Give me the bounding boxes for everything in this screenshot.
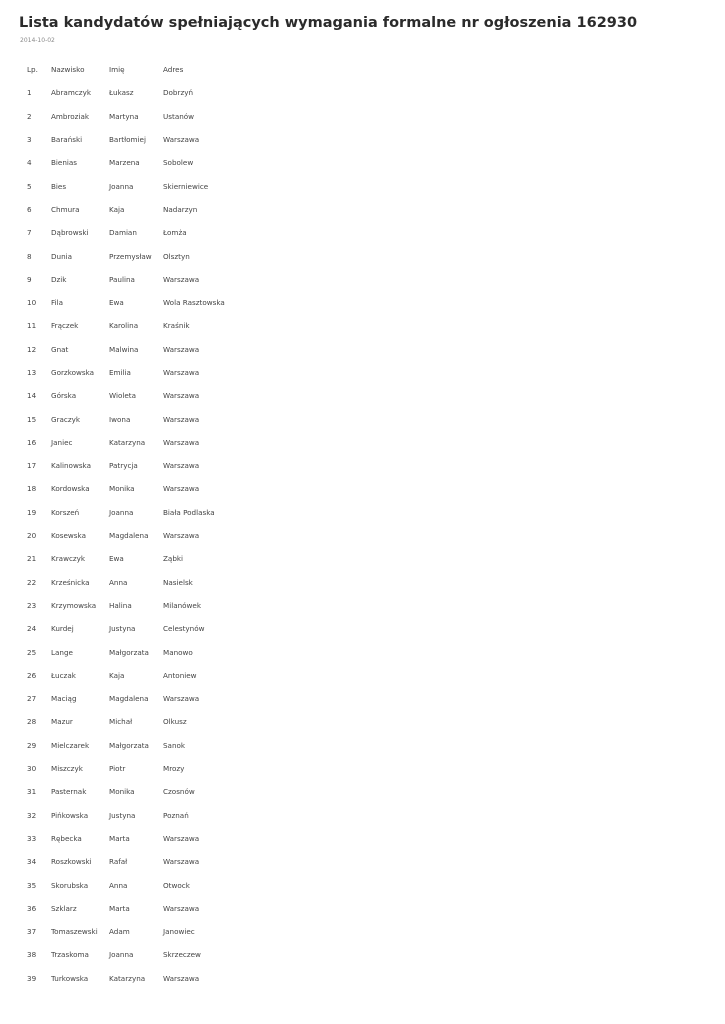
- cell-lp: 2: [27, 111, 32, 121]
- table-row: [20, 81, 263, 104]
- cell-imie: Marta: [109, 903, 130, 913]
- cell-lp: 8: [27, 251, 32, 261]
- cell-lp: 1: [27, 88, 32, 98]
- table-row: [20, 524, 263, 547]
- cell-lp: 35: [27, 880, 37, 890]
- cell-lp: 9: [27, 274, 32, 284]
- cell-nazwisko: Łuczak: [51, 670, 76, 680]
- cell-lp: 26: [27, 670, 37, 680]
- cell-lp: 33: [27, 833, 37, 843]
- table-row: [20, 804, 263, 827]
- cell-nazwisko: Turkowska: [51, 973, 89, 983]
- cell-imie: Bartłomiej: [109, 135, 146, 145]
- cell-imie: Kaja: [109, 670, 125, 680]
- table-row: [20, 687, 263, 710]
- cell-adres: Łomża: [163, 228, 187, 238]
- cell-adres: Nadarzyn: [163, 204, 198, 214]
- cell-nazwisko: Krawczyk: [51, 554, 86, 564]
- cell-nazwisko: Pińkowska: [51, 810, 89, 820]
- cell-lp: 12: [27, 344, 37, 354]
- cell-imie: Marta: [109, 833, 130, 843]
- cell-lp: 28: [27, 717, 37, 727]
- cell-lp: 25: [27, 647, 37, 657]
- cell-nazwisko: Kurdej: [51, 624, 74, 634]
- cell-lp: 5: [27, 181, 32, 191]
- table-row: [20, 943, 263, 966]
- cell-nazwisko: Lange: [51, 647, 73, 657]
- cell-lp: 29: [27, 740, 37, 750]
- cell-imie: Ewa: [109, 554, 124, 564]
- table-row: [20, 757, 263, 780]
- cell-imie: Justyna: [109, 624, 136, 634]
- candidates-table: [20, 58, 263, 990]
- cell-imie: Małgorzata: [109, 740, 149, 750]
- cell-adres: Dobrzyń: [163, 88, 194, 98]
- cell-adres: Warszawa: [163, 857, 200, 867]
- cell-lp: 23: [27, 600, 37, 610]
- table-row: [20, 827, 263, 850]
- cell-adres: Celestynów: [163, 624, 205, 634]
- cell-lp: 17: [27, 461, 37, 471]
- cell-lp: 36: [27, 903, 37, 913]
- cell-lp: 15: [27, 414, 37, 424]
- cell-nazwisko: Tomaszewski: [51, 927, 98, 937]
- cell-adres: Otwock: [163, 880, 190, 890]
- cell-imie: Rafał: [109, 857, 128, 867]
- cell-lp: 7: [27, 228, 32, 238]
- cell-nazwisko: Krześnicka: [51, 577, 90, 587]
- table-row: [20, 244, 263, 267]
- cell-nazwisko: Trzaskoma: [51, 950, 89, 960]
- cell-lp: 18: [27, 484, 37, 494]
- header-lp: Lp.: [27, 65, 38, 75]
- header-nazwisko: Nazwisko: [51, 65, 85, 75]
- table-row: [20, 151, 263, 174]
- cell-adres: Ząbki: [163, 554, 184, 564]
- cell-nazwisko: Janiec: [51, 437, 73, 447]
- cell-adres: Olkusz: [163, 717, 187, 727]
- table-row: [20, 967, 263, 990]
- cell-adres: Sobolew: [163, 158, 194, 168]
- cell-lp: 10: [27, 298, 37, 308]
- cell-imie: Anna: [109, 577, 128, 587]
- table-row: [20, 454, 263, 477]
- cell-imie: Joanna: [109, 181, 134, 191]
- cell-adres: Warszawa: [163, 484, 200, 494]
- table-row: [20, 617, 263, 640]
- table-row: [20, 897, 263, 920]
- table-row: [20, 780, 263, 803]
- cell-imie: Malwina: [109, 344, 139, 354]
- cell-adres: Ustanów: [163, 111, 195, 121]
- cell-imie: Kaja: [109, 204, 125, 214]
- cell-lp: 34: [27, 857, 37, 867]
- cell-nazwisko: Kordowska: [51, 484, 90, 494]
- cell-nazwisko: Dunia: [51, 251, 73, 261]
- cell-adres: Nasielsk: [163, 577, 193, 587]
- table-header: [20, 58, 263, 81]
- cell-adres: Skierniewice: [163, 181, 209, 191]
- cell-nazwisko: Szklarz: [51, 903, 77, 913]
- cell-nazwisko: Kalinowska: [51, 461, 92, 471]
- cell-imie: Monika: [109, 787, 135, 797]
- cell-imie: Michał: [109, 717, 133, 727]
- table-body: [20, 81, 263, 990]
- cell-adres: Wola Rasztowska: [163, 298, 225, 308]
- cell-nazwisko: Gnat: [51, 344, 69, 354]
- cell-imie: Magdalena: [109, 694, 149, 704]
- cell-lp: 32: [27, 810, 37, 820]
- cell-nazwisko: Chmura: [51, 204, 80, 214]
- cell-imie: Martyna: [109, 111, 139, 121]
- cell-imie: Wioleta: [109, 391, 136, 401]
- cell-nazwisko: Korszeń: [51, 507, 80, 517]
- table-row: [20, 920, 263, 943]
- cell-imie: Ewa: [109, 298, 124, 308]
- cell-adres: Sanok: [163, 740, 186, 750]
- table-row: [20, 547, 263, 570]
- cell-nazwisko: Mazur: [51, 717, 73, 727]
- cell-nazwisko: Krzymowska: [51, 600, 97, 610]
- table-row: [20, 198, 263, 221]
- cell-adres: Warszawa: [163, 274, 200, 284]
- cell-imie: Piotr: [109, 764, 126, 774]
- cell-imie: Marzena: [109, 158, 140, 168]
- cell-nazwisko: Bies: [51, 181, 67, 191]
- table-row: [20, 268, 263, 291]
- cell-lp: 11: [27, 321, 37, 331]
- cell-adres: Warszawa: [163, 973, 200, 983]
- page-title: Lista kandydatów spełniających wymagania formalne nr ogłoszenia 162930: [19, 15, 638, 31]
- cell-lp: 20: [27, 531, 37, 541]
- cell-imie: Adam: [109, 927, 130, 937]
- cell-nazwisko: Gorzkowska: [51, 368, 95, 377]
- cell-adres: Skrzeczew: [163, 950, 201, 960]
- cell-nazwisko: Kosewska: [51, 531, 86, 541]
- cell-adres: Poznań: [163, 810, 189, 820]
- table-row: [20, 431, 263, 454]
- header-imie: Imię: [109, 65, 125, 75]
- cell-adres: Czosnów: [163, 787, 195, 797]
- table-row: [20, 873, 263, 896]
- cell-nazwisko: Dzik: [51, 274, 67, 284]
- cell-adres: Warszawa: [163, 391, 200, 401]
- cell-nazwisko: Abramczyk: [51, 88, 91, 98]
- cell-imie: Halina: [109, 600, 132, 610]
- cell-nazwisko: Fila: [51, 298, 64, 308]
- table-row: [20, 174, 263, 197]
- cell-adres: Janowiec: [163, 927, 195, 937]
- cell-lp: 39: [27, 973, 37, 983]
- cell-imie: Magdalena: [109, 531, 149, 541]
- cell-nazwisko: Frączek: [51, 321, 79, 331]
- cell-nazwisko: Rębecka: [51, 833, 82, 843]
- cell-nazwisko: Miszczyk: [51, 764, 83, 774]
- cell-lp: 37: [27, 927, 37, 937]
- cell-adres: Manowo: [163, 647, 193, 657]
- table-row: [20, 338, 263, 361]
- cell-imie: Monika: [109, 484, 135, 494]
- cell-nazwisko: Skorubska: [51, 880, 89, 890]
- table-row: [20, 407, 263, 430]
- cell-lp: 13: [27, 368, 37, 377]
- cell-lp: 19: [27, 507, 37, 517]
- cell-imie: Łukasz: [109, 88, 134, 98]
- cell-lp: 30: [27, 764, 37, 774]
- cell-imie: Karolina: [109, 321, 139, 331]
- cell-lp: 22: [27, 577, 37, 587]
- table-row: [20, 640, 263, 663]
- cell-imie: Emilia: [109, 368, 131, 377]
- cell-lp: 38: [27, 950, 37, 960]
- table-row: [20, 128, 263, 151]
- table-row: [20, 850, 263, 873]
- table-row: [20, 571, 263, 594]
- cell-imie: Joanna: [109, 507, 134, 517]
- cell-imie: Iwona: [109, 414, 131, 424]
- table-row: [20, 384, 263, 407]
- table-header-row: [20, 58, 263, 81]
- publication-date: 2014-10-02: [20, 37, 55, 44]
- cell-imie: Damian: [109, 228, 137, 238]
- cell-adres: Warszawa: [163, 368, 200, 377]
- table-row: [20, 477, 263, 500]
- cell-nazwisko: Ambroziak: [51, 111, 90, 121]
- cell-imie: Paulina: [109, 274, 135, 284]
- cell-adres: Warszawa: [163, 694, 200, 704]
- header-adres: Adres: [163, 65, 184, 75]
- cell-imie: Katarzyna: [109, 437, 146, 447]
- cell-adres: Kraśnik: [163, 321, 190, 331]
- table-row: [20, 291, 263, 314]
- cell-nazwisko: Dąbrowski: [51, 228, 89, 238]
- cell-lp: 31: [27, 787, 37, 797]
- cell-lp: 27: [27, 694, 37, 704]
- cell-imie: Katarzyna: [109, 973, 146, 983]
- table-row: [20, 664, 263, 687]
- cell-imie: Anna: [109, 880, 128, 890]
- cell-adres: Warszawa: [163, 461, 200, 471]
- cell-imie: Małgorzata: [109, 647, 149, 657]
- table-row: [20, 221, 263, 244]
- cell-lp: 4: [27, 158, 32, 168]
- cell-imie: Przemysław: [109, 251, 152, 261]
- cell-adres: Warszawa: [163, 414, 200, 424]
- cell-nazwisko: Bienias: [51, 158, 78, 168]
- table-row: [20, 710, 263, 733]
- cell-adres: Warszawa: [163, 903, 200, 913]
- cell-nazwisko: Pasternak: [51, 787, 87, 797]
- cell-nazwisko: Roszkowski: [51, 857, 92, 867]
- cell-nazwisko: Górska: [51, 391, 77, 401]
- cell-lp: 24: [27, 624, 37, 634]
- cell-lp: 14: [27, 391, 37, 401]
- cell-adres: Mrozy: [163, 764, 185, 774]
- cell-nazwisko: Barański: [51, 135, 83, 145]
- cell-adres: Warszawa: [163, 833, 200, 843]
- table-row: [20, 734, 263, 757]
- cell-lp: 21: [27, 554, 37, 564]
- cell-adres: Warszawa: [163, 531, 200, 541]
- table-row: [20, 105, 263, 128]
- cell-nazwisko: Graczyk: [51, 414, 81, 424]
- cell-imie: Joanna: [109, 950, 134, 960]
- cell-nazwisko: Maciąg: [51, 694, 77, 704]
- cell-adres: Warszawa: [163, 437, 200, 447]
- cell-nazwisko: Mielczarek: [51, 740, 90, 750]
- table-row: [20, 501, 263, 524]
- cell-adres: Warszawa: [163, 344, 200, 354]
- cell-lp: 6: [27, 204, 32, 214]
- table-row: [20, 594, 263, 617]
- cell-imie: Patrycja: [109, 461, 138, 471]
- cell-adres: Biała Podlaska: [163, 507, 215, 517]
- cell-adres: Warszawa: [163, 135, 200, 145]
- cell-imie: Justyna: [109, 810, 136, 820]
- table-row: [20, 361, 263, 384]
- cell-lp: 3: [27, 135, 32, 145]
- cell-lp: 16: [27, 437, 37, 447]
- table-row: [20, 314, 263, 337]
- cell-adres: Olsztyn: [163, 251, 190, 261]
- cell-adres: Milanówek: [163, 600, 202, 610]
- cell-adres: Antoniew: [163, 670, 197, 680]
